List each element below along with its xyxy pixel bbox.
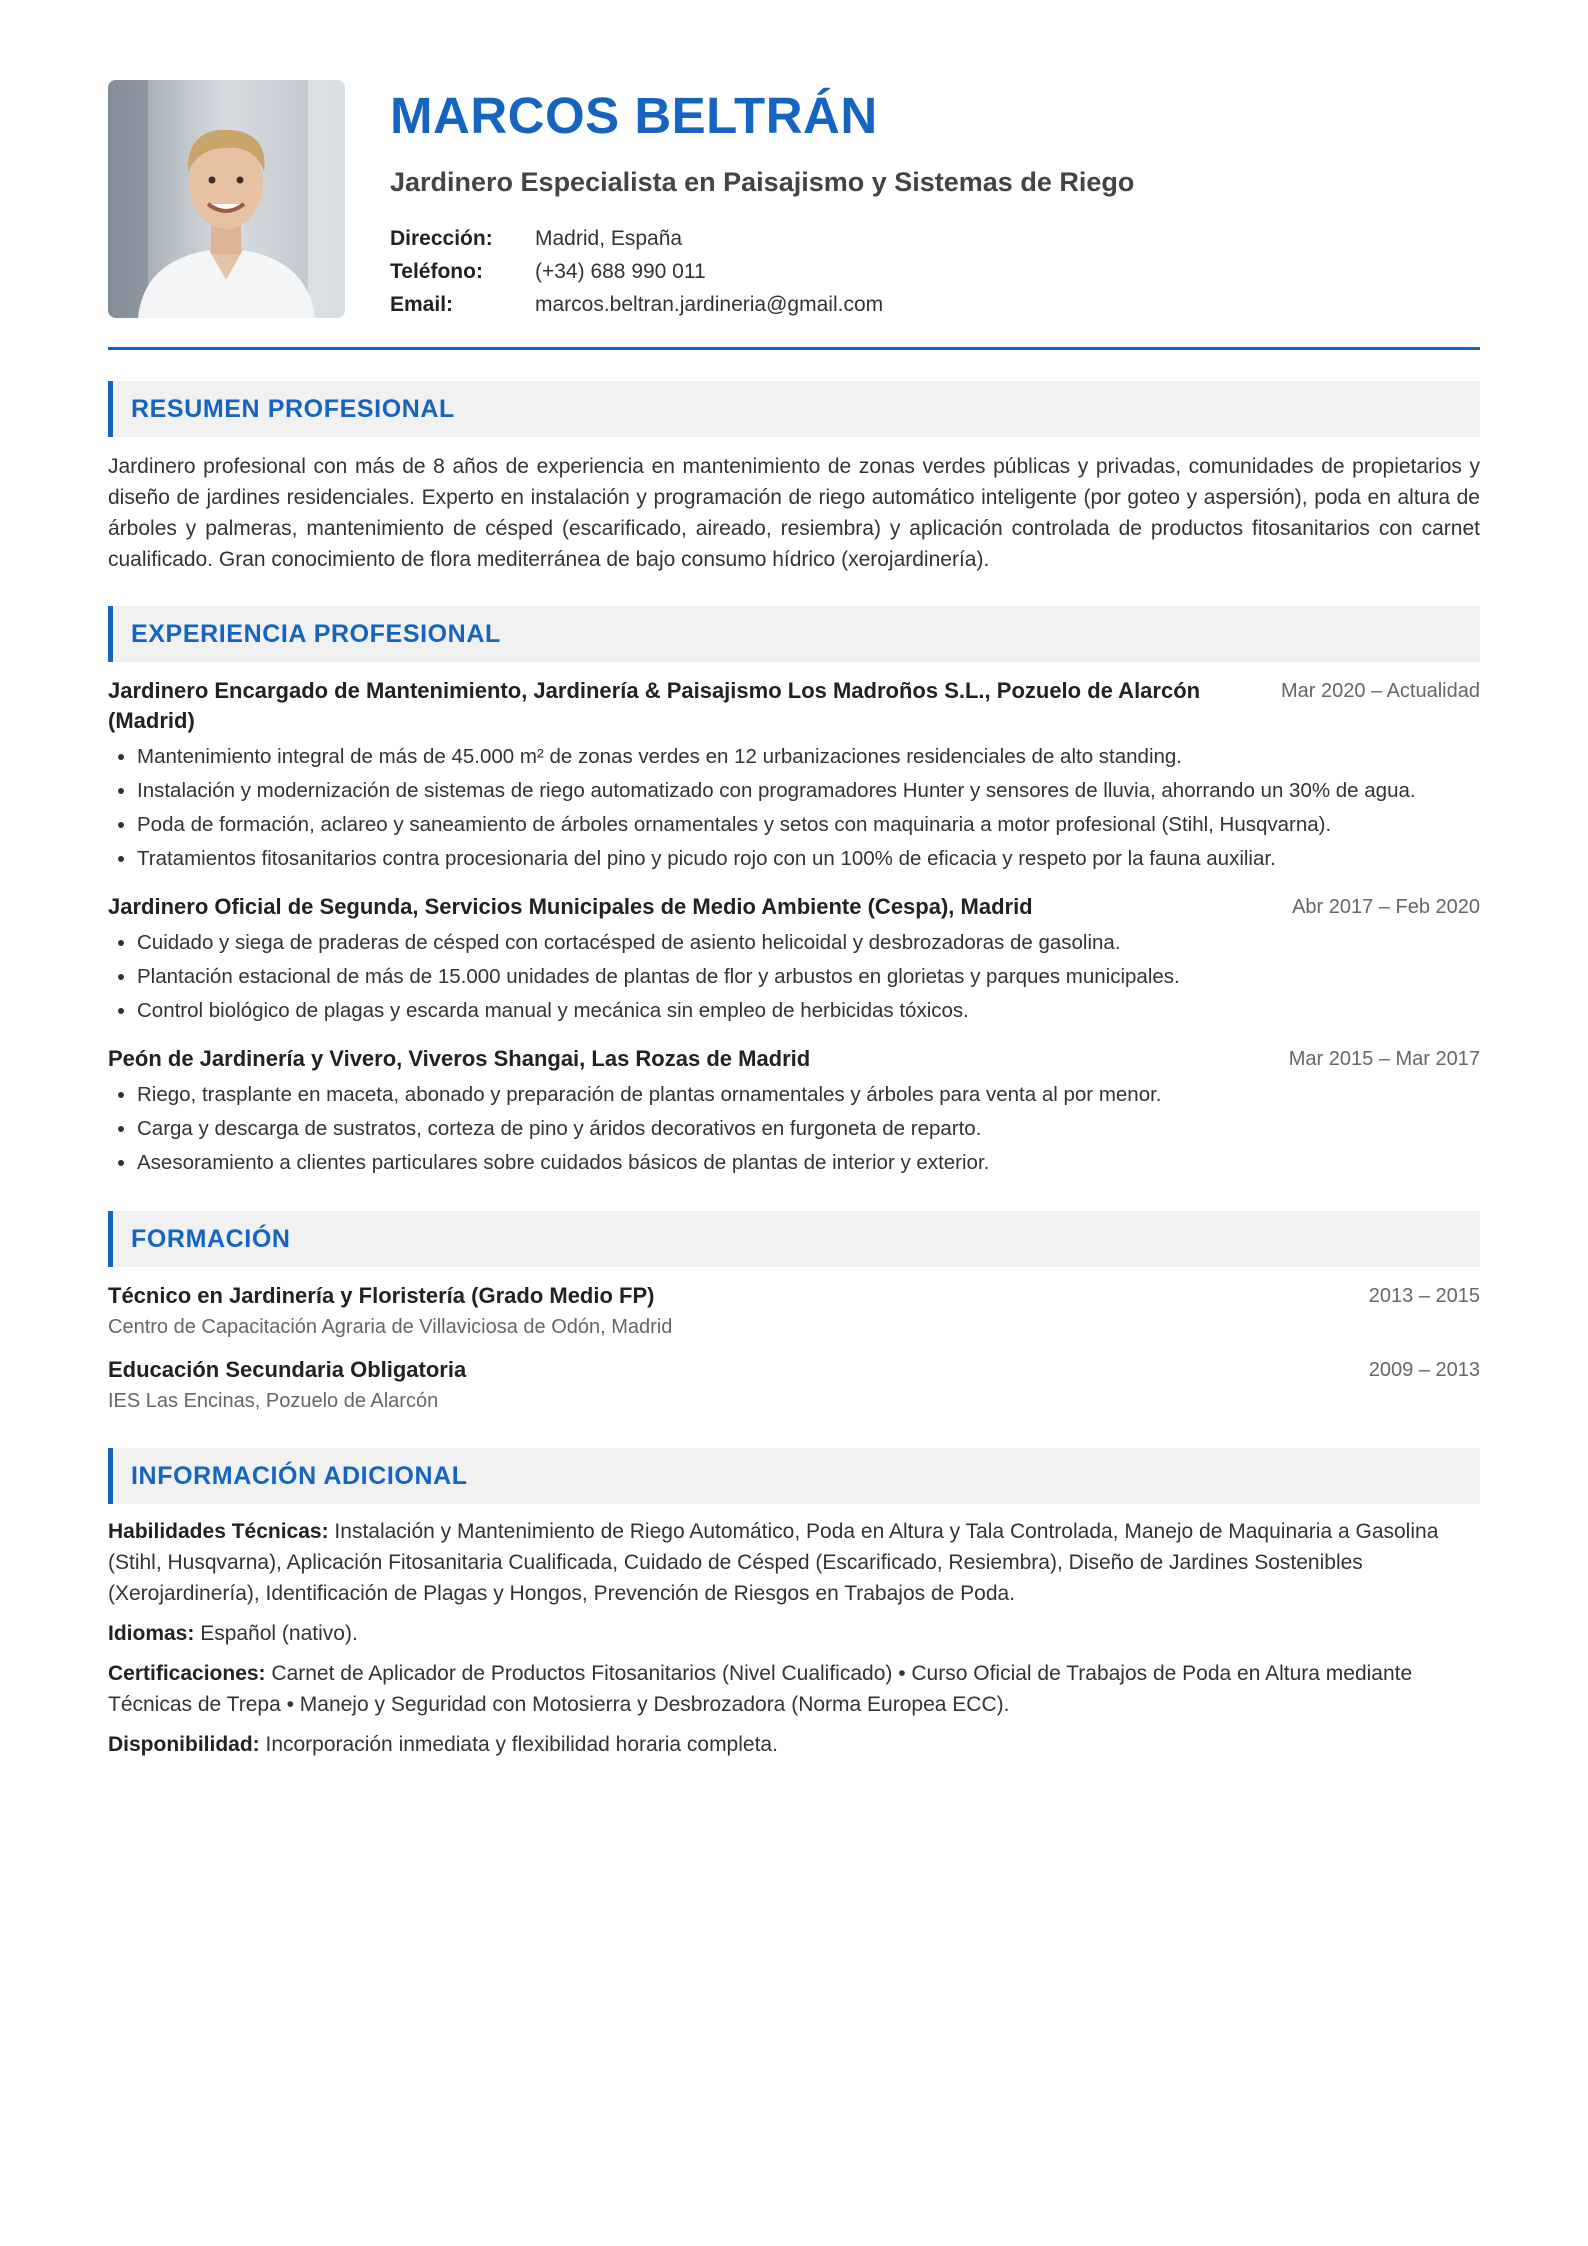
job-bullets (108, 740, 1480, 876)
contact-value: Madrid, España (535, 227, 683, 251)
job-bullet: • Carga y descarga de sustratos, corteza de pino y áridos decorativos en furgoneta de reparto. (137, 1112, 1480, 1146)
section-heading-additional (108, 1448, 1480, 1504)
header-info (390, 80, 1134, 321)
section-heading-summary (108, 381, 1480, 437)
experience-list (108, 676, 1480, 1180)
job-bullet: • Control biológico de plagas y escarda manual y mecánica sin empleo de herbicidas tóxicos. (137, 994, 1480, 1028)
job-entry (108, 892, 1480, 1028)
additional-languages (108, 1618, 1480, 1649)
additional-label: Certificaciones: (108, 1662, 266, 1686)
job-dates: Mar 2015 – Mar 2017 (1288, 1048, 1480, 1071)
additional-certifications (108, 1658, 1480, 1720)
job-bullet: • Asesoramiento a clientes particulares sobre cuidados básicos de plantas de interior y exterior. (137, 1146, 1480, 1180)
education-header (108, 1355, 1480, 1385)
job-bullet: • Poda de formación, aclareo y saneamiento de árboles ornamentales y setos con maquinaria a motor profesional (Stihl, Husqvarna). (137, 808, 1480, 842)
education-header (108, 1281, 1480, 1311)
job-dates: Mar 2020 – Actualidad (1280, 680, 1480, 703)
section-title: FORMACIÓN (131, 1224, 291, 1253)
section-title: EXPERIENCIA PROFESIONAL (131, 619, 501, 648)
contact-label: Dirección: (390, 227, 493, 251)
section-title: RESUMEN PROFESIONAL (131, 394, 455, 423)
additional-label: Idiomas: (108, 1622, 195, 1646)
education-entry (108, 1281, 1480, 1343)
additional-text: Incorporación inmediata y flexibilidad horaria completa. (259, 1733, 778, 1757)
contact-phone (390, 255, 1134, 288)
job-bullet: • Plantación estacional de más de 15.000 unidades de plantas de flor y arbustos en glorietas y parques municipales. (137, 960, 1480, 994)
candidate-title: Jardinero Especialista en Paisajismo y Sistemas de Riego (390, 167, 1135, 198)
education-school: IES Las Encinas, Pozuelo de Alarcón (108, 1390, 439, 1413)
candidate-name: MARCOS BELTRÁN (390, 87, 878, 144)
education-degree: Educación Secundaria Obligatoria (108, 1357, 467, 1383)
contact-label: Teléfono: (390, 260, 483, 284)
contact-label: Email: (390, 293, 454, 317)
additional-info (108, 1516, 1480, 1760)
contact-email (390, 288, 1134, 321)
education-list (108, 1281, 1480, 1417)
job-role: Jardinero Encargado de Mantenimiento, Jardinería & Paisajismo Los Madroños S.L., Pozuelo de Alarcón (Madrid) (108, 678, 1201, 734)
education-dates: 2013 – 2015 (1368, 1285, 1480, 1308)
resume-header (108, 80, 1480, 321)
job-bullets (108, 1078, 1480, 1180)
job-header (108, 676, 1480, 736)
education-entry (108, 1355, 1480, 1417)
section-title: INFORMACIÓN ADICIONAL (131, 1461, 468, 1490)
job-bullet: • Mantenimiento integral de más de 45.000 m² de zonas verdes en 12 urbanizaciones residenciales de alto standing. (137, 740, 1480, 774)
additional-availability (108, 1729, 1480, 1760)
additional-label: Disponibilidad: (108, 1733, 260, 1757)
additional-skills (108, 1516, 1480, 1609)
job-bullet: • Tratamientos fitosanitarios contra procesionaria del pino y picudo rojo con un 100% de eficacia y respeto por la fauna auxiliar. (137, 842, 1480, 876)
contact-value: (+34) 688 990 011 (535, 260, 706, 284)
contact-address (390, 222, 1134, 255)
job-entry (108, 1044, 1480, 1180)
additional-text: Instalación y Mantenimiento de Riego Automático, Poda en Altura y Tala Controlada, Manejo de Maquinaria a Gasolina (Stihl, Husqvarna), Aplicación Fitosanitaria Cualificada, Cuidado de Césped (Escarificado, Resiembra), Diseño de Jardines Sostenibles (Xerojardinería), Identificación de Plagas y Hongos, Prevención de Riesgos en Trabajos de Poda. (108, 1520, 1439, 1606)
job-bullet: • Instalación y modernización de sistemas de riego automatizado con programadores Hunter y sensores de lluvia, ahorrando un 30% de agua. (137, 774, 1480, 808)
contact-block (390, 222, 1134, 321)
job-entry (108, 676, 1480, 876)
summary-text: Jardinero profesional con más de 8 años de experiencia en mantenimiento de zonas verdes públicas y privadas, comunidades de propietarios y diseño de jardines residenciales. Experto en instalación y programación de riego automático inteligente (por goteo y aspersión), poda en altura de árboles y palmeras, mantenimiento de césped (escarificado, aireado, resiembra) y aplicación controlada de productos fitosanitarios con carnet cualificado. Gran conocimiento de flora mediterránea de bajo consumo hídrico (xerojardinería). (108, 455, 1480, 572)
education-degree: Técnico en Jardinería y Floristería (Grado Medio FP) (108, 1283, 655, 1309)
job-header (108, 892, 1480, 922)
job-role: Peón de Jardinería y Vivero, Viveros Shangai, Las Rozas de Madrid (108, 1046, 811, 1072)
section-heading-experience (108, 606, 1480, 662)
additional-label: Habilidades Técnicas: (108, 1520, 329, 1544)
additional-text: Español (nativo). (194, 1622, 358, 1646)
job-bullets (108, 926, 1480, 1028)
profile-photo (108, 80, 345, 318)
job-dates: Abr 2017 – Feb 2020 (1292, 896, 1480, 919)
job-role: Jardinero Oficial de Segunda, Servicios Municipales de Medio Ambiente (Cespa), Madrid (108, 894, 1033, 920)
job-header (108, 1044, 1480, 1074)
education-dates: 2009 – 2013 (1368, 1359, 1480, 1382)
additional-text: Carnet de Aplicador de Productos Fitosanitarios (Nivel Cualificado) • Curso Oficial de Trabajos de Poda en Altura mediante Técnicas de Trepa • Manejo y Seguridad con Motosierra y Desbrozadora (Norma Europea ECC). (108, 1662, 1413, 1717)
job-bullet: • Cuidado y siega de praderas de césped con cortacésped de asiento helicoidal y desbrozadoras de gasolina. (137, 926, 1480, 960)
job-bullet: • Riego, trasplante en maceta, abonado y preparación de plantas ornamentales y árboles para venta al por menor. (137, 1078, 1480, 1112)
contact-value: marcos.beltran.jardineria@gmail.com (535, 293, 884, 317)
section-heading-education (108, 1211, 1480, 1267)
education-school: Centro de Capacitación Agraria de Villaviciosa de Odón, Madrid (108, 1316, 673, 1339)
header-divider (108, 347, 1480, 350)
person-portrait-icon (108, 80, 345, 318)
